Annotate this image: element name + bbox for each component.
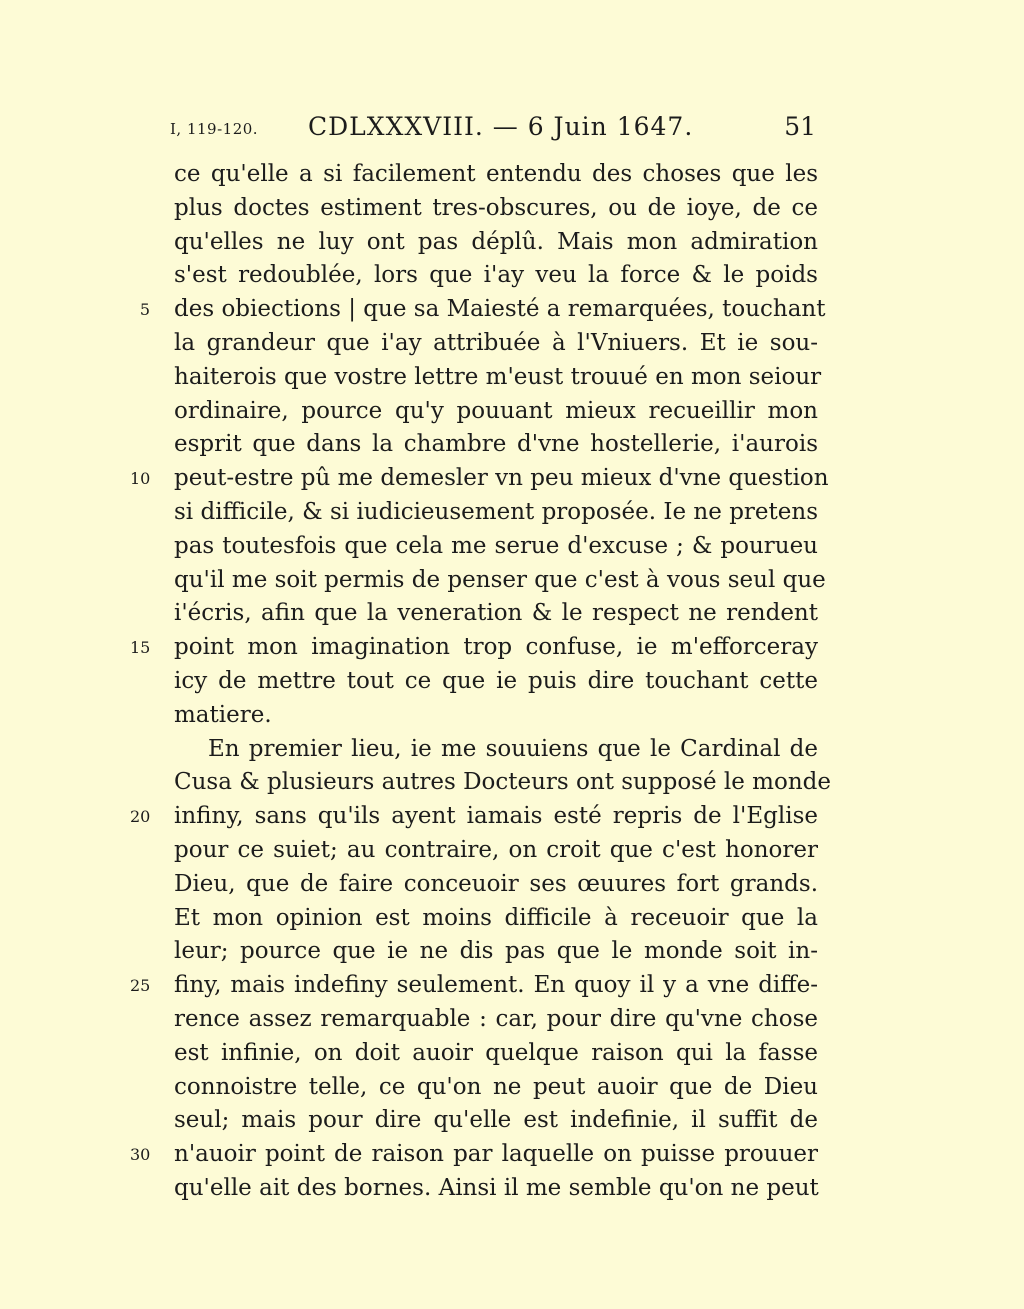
text-line: [174, 259, 818, 293]
line-text: infiny, sans qu'ils ayent iamais esté repris de l'Eglise: [174, 803, 818, 830]
text-line: [174, 1104, 818, 1138]
line-text: Cusa & plusieurs autres Docteurs ont supposé le monde: [174, 769, 831, 796]
page-reference: I, 119-120.: [170, 120, 259, 138]
text-line: [130, 462, 829, 496]
text-line: [174, 564, 826, 598]
line-text: peut-estre pû me demesler vn peu mieux d'vne question: [174, 465, 829, 492]
line-text: i'écris, afin que la veneration & le respect ne rendent: [174, 600, 818, 627]
line-text: la grandeur que i'ay attribuée à l'Vniuers. Et ie sou-: [174, 329, 818, 356]
text-line: [174, 361, 822, 395]
line-text: icy de mettre tout ce que ie puis dire touchant cette: [174, 667, 818, 694]
text-line: [174, 733, 818, 767]
line-text: n'auoir point de raison par laquelle on puisse prouuer: [174, 1141, 818, 1168]
text-line: [174, 597, 818, 631]
running-header: [170, 110, 820, 150]
text-line: [174, 226, 818, 260]
text-line: [174, 1003, 818, 1037]
line-text: plus doctes estiment tres-obscures, ou de ioye, de ce: [174, 194, 818, 221]
page-number: 51: [784, 112, 816, 141]
text-line: [130, 1138, 818, 1172]
line-text: qu'elle ait des bornes. Ainsi il me semble qu'on ne peut: [174, 1174, 819, 1201]
letter-heading: CDLXXXVIII. — 6 Juin 1647.: [308, 112, 694, 141]
text-line: [174, 158, 818, 192]
line-text: finy, mais indefiny seulement. En quoy il y a vne diffe-: [174, 972, 818, 999]
text-line: [174, 1071, 818, 1105]
text-line: [174, 902, 818, 936]
line-text: Et mon opinion est moins difficile à receuoir que la: [174, 904, 818, 931]
text-line: [174, 327, 818, 361]
line-text: si difficile, & si iudicieusement proposée. Ie ne pretens: [174, 498, 818, 525]
line-text: matiere.: [174, 701, 272, 728]
line-text: connoistre telle, ce qu'on ne peut auoir que de Dieu: [174, 1073, 818, 1100]
line-text: leur; pource que ie ne dis pas que le monde soit in-: [174, 938, 818, 965]
body-text: [130, 158, 831, 1206]
line-text: ordinaire, pource qu'y pouuant mieux recueillir mon: [174, 397, 818, 424]
line-text: qu'il me soit permis de penser que c'est à vous seul que: [174, 566, 826, 593]
text-line: [174, 496, 818, 530]
text-line: [174, 395, 818, 429]
text-line: [139, 293, 826, 327]
line-text: ce qu'elle a si facilement entendu des choses que les: [174, 161, 818, 187]
line-number: 25: [130, 976, 151, 996]
text-line: [130, 969, 818, 1003]
text-line: [174, 766, 831, 800]
text-line: [174, 868, 818, 902]
line-text: En premier lieu, ie me souuiens que le Cardinal de: [208, 735, 818, 762]
text-line: [174, 699, 818, 733]
line-text: pour ce suiet; au contraire, on croit que c'est honorer: [174, 836, 818, 863]
line-number: 5: [139, 300, 150, 320]
text-line: [174, 530, 818, 564]
text-line: [130, 800, 818, 834]
text-line: [174, 665, 818, 699]
line-text: Dieu, que de faire conceuoir ses œuures fort grands.: [174, 870, 818, 897]
line-text: pas toutesfois que cela me serue d'excuse ; & pourueu: [174, 532, 818, 559]
text-line: [174, 1172, 818, 1206]
line-text: qu'elles ne luy ont pas déplû. Mais mon admiration: [174, 228, 818, 255]
line-text: esprit que dans la chambre d'vne hostellerie, i'aurois: [174, 431, 818, 458]
line-text: point mon imagination trop confuse, ie m'efforceray: [174, 634, 818, 661]
line-number: 10: [130, 469, 151, 489]
line-number: 15: [130, 638, 151, 658]
line-text: haiterois que vostre lettre m'eust trouué en mon seiour: [174, 363, 822, 390]
text-line: [130, 631, 818, 665]
text-line: [174, 935, 818, 969]
line-text: seul; mais pour dire qu'elle est indefinie, il suffit de: [174, 1107, 818, 1134]
line-text: des obiections | que sa Maiesté a remarquées, touchant: [174, 296, 826, 323]
text-line: [174, 192, 818, 226]
line-text: est infinie, on doit auoir quelque raison qui la fasse: [174, 1039, 818, 1066]
line-number: 30: [130, 1145, 151, 1165]
line-number: 20: [130, 807, 151, 827]
line-text: rence assez remarquable : car, pour dire qu'vne chose: [174, 1005, 818, 1032]
text-line: [174, 834, 818, 868]
text-line: [174, 1037, 818, 1071]
line-text: s'est redoublée, lors que i'ay veu la force & le poids: [174, 262, 818, 289]
text-line: [174, 428, 818, 462]
